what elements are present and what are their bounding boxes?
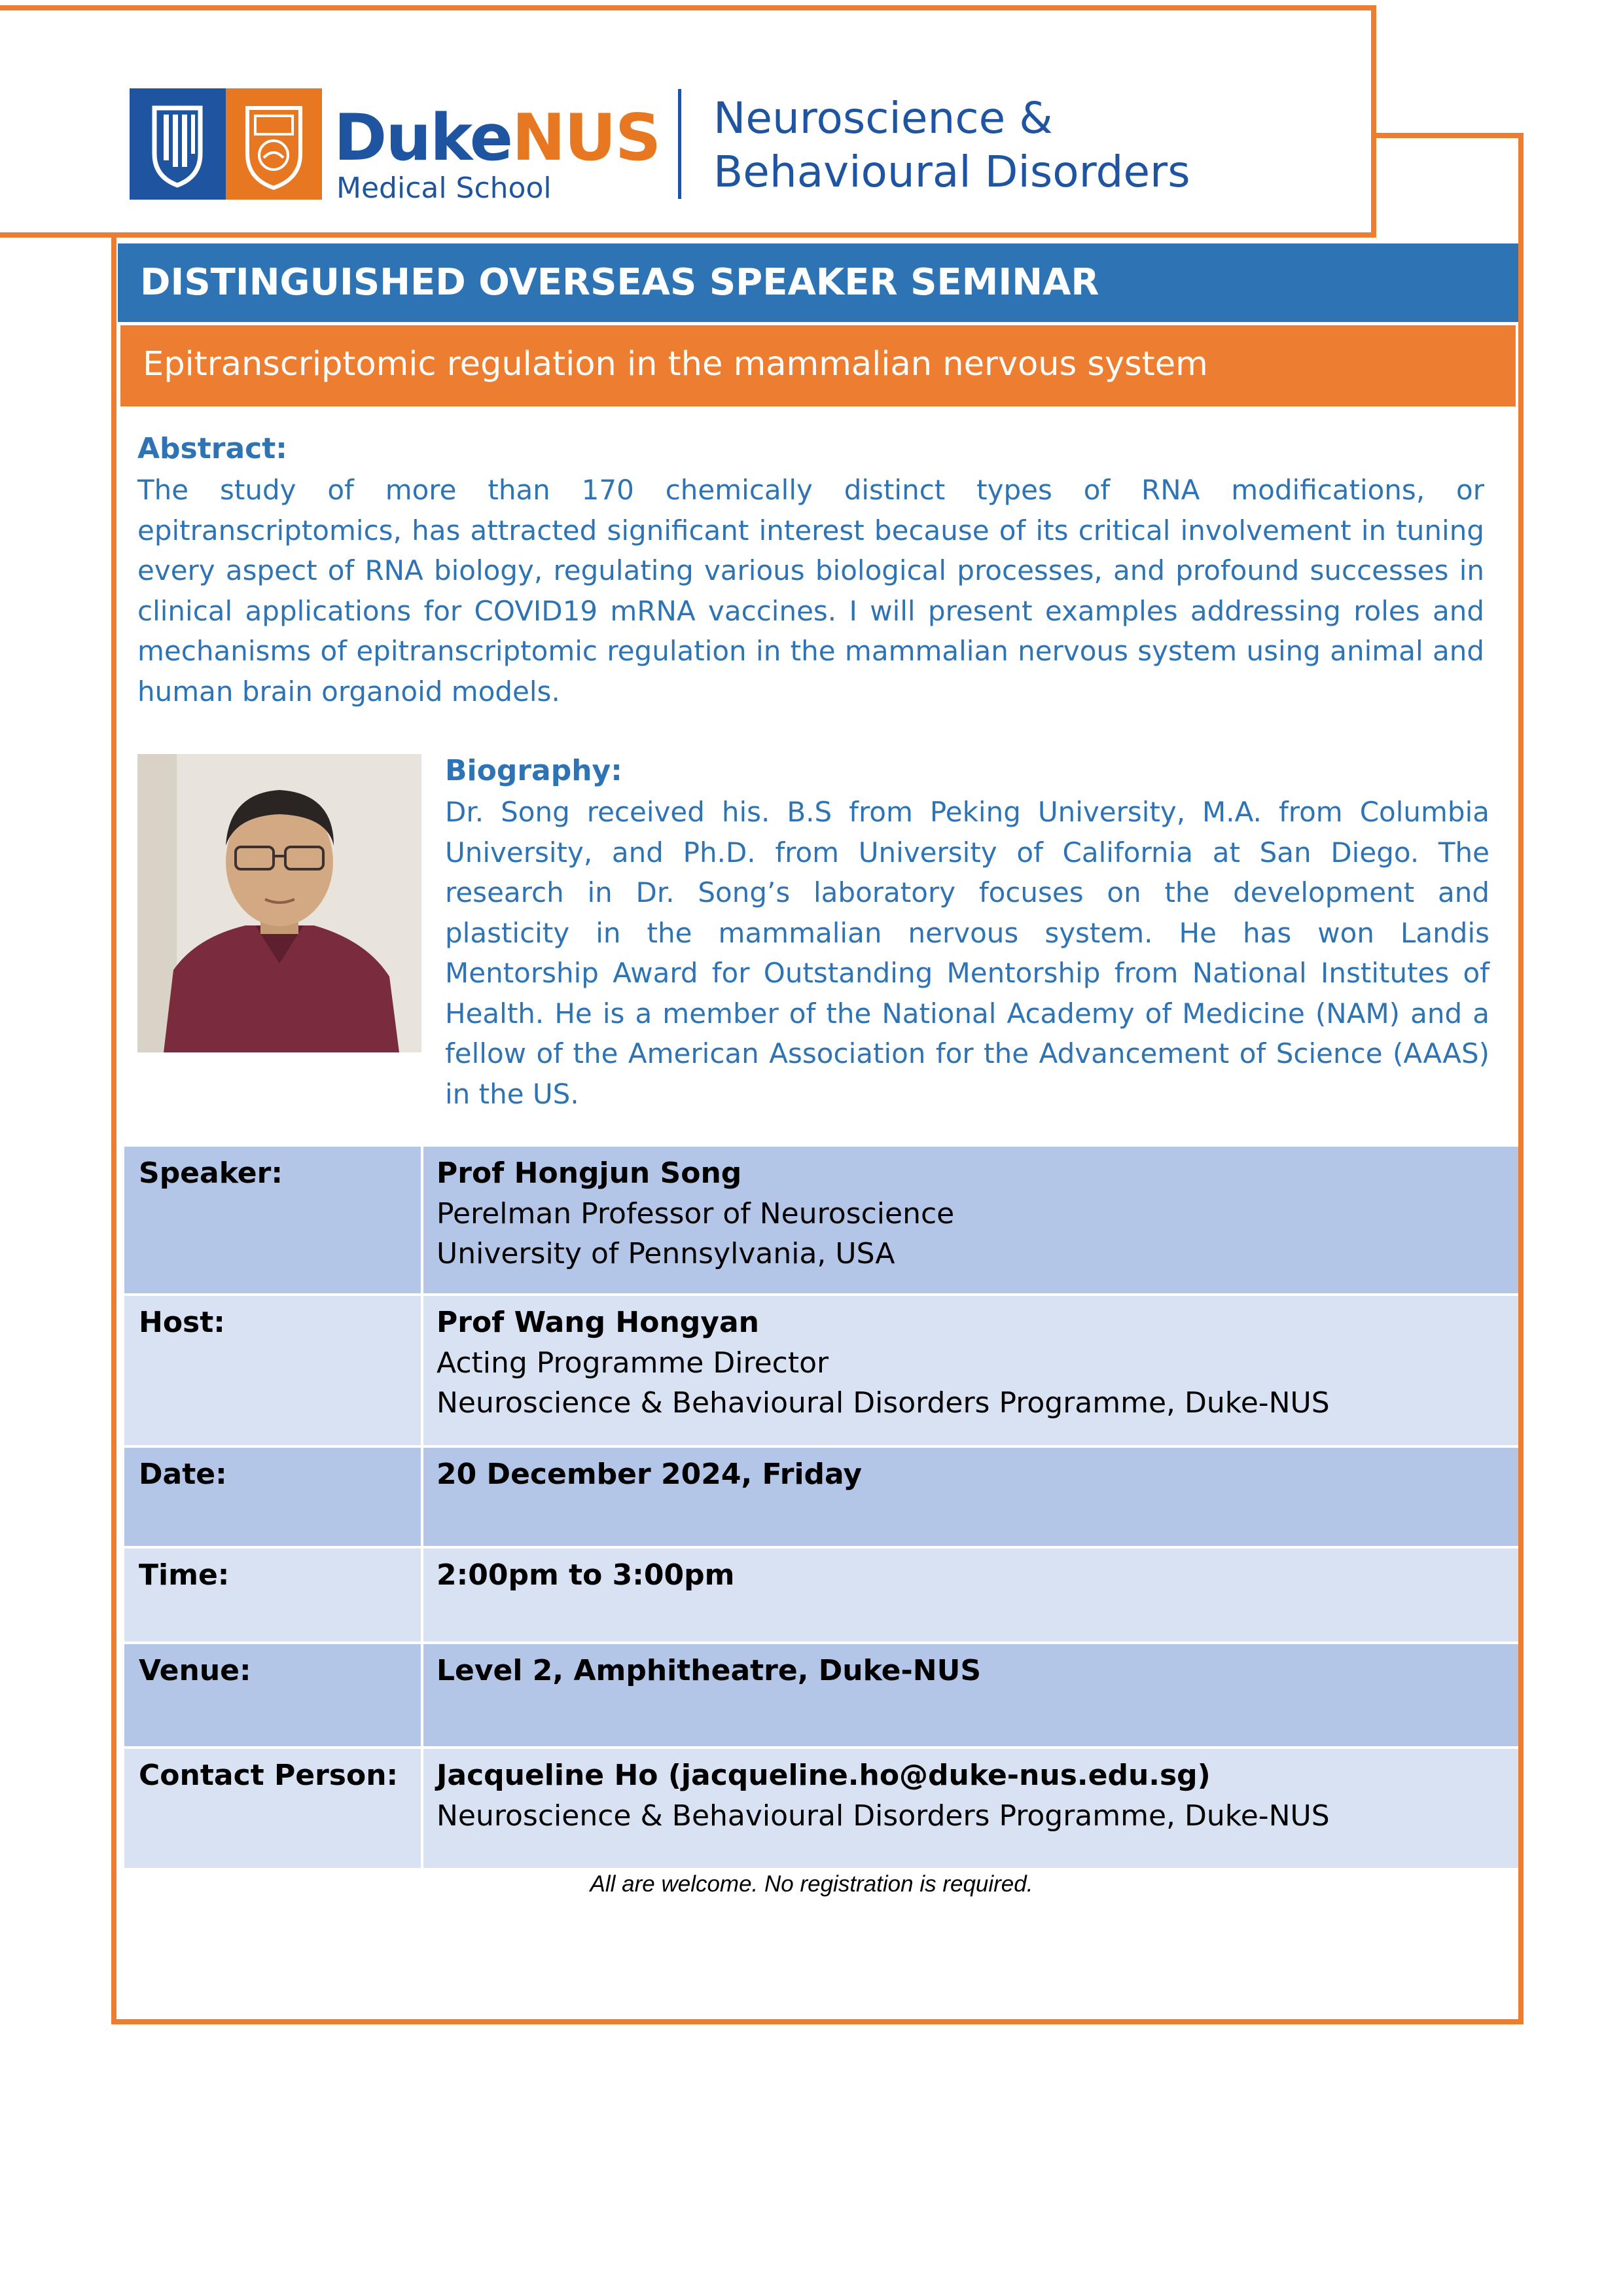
programme-title-line-2: Behavioural Disorders xyxy=(713,147,1190,197)
speaker-position: Perelman Professor of Neuroscience xyxy=(437,1196,955,1230)
speaker-photo xyxy=(137,754,421,1052)
speaker-name: Prof Hongjun Song xyxy=(437,1157,742,1190)
speaker-value xyxy=(422,1147,1518,1295)
logo-word-nus: NUS xyxy=(512,101,660,175)
speaker-label: Speaker: xyxy=(124,1147,422,1295)
host-programme: Neuroscience & Behavioural Disorders Programme, Duke-NUS xyxy=(437,1386,1330,1420)
speaker-institution: University of Pennsylvania, USA xyxy=(437,1237,895,1270)
footer-note: All are welcome. No registration is required. xyxy=(590,1871,1033,1897)
seminar-details-table xyxy=(124,1147,1518,1871)
time-label: Time: xyxy=(124,1547,422,1643)
table-row-date xyxy=(124,1446,1518,1547)
programme-title xyxy=(713,92,1190,199)
abstract-text: The study of more than 170 chemically distinct types of RNA modifications, or epitranscriptomics, has attracted significant interest because of its critical involvement in tuning every aspect of RNA biology, regulating various biological processes, and profound successes in clinical applications for COVID19 mRNA vaccines. I will present examples addressing roles and mechanisms of epitranscriptomic regulation in the mammalian nervous system using animal and human brain organoid models. xyxy=(137,474,1484,708)
contact-value xyxy=(422,1748,1518,1869)
abstract-heading: Abstract: xyxy=(137,432,287,465)
biography-heading: Biography: xyxy=(445,754,622,787)
host-name: Prof Wang Hongyan xyxy=(437,1306,760,1339)
biography-text: Dr. Song received his. B.S from Peking University, M.A. from Columbia University, and Ph.D. from University of California at San Diego. The research in Dr. Song’s laboratory focuses on the development and plasticity in the mammalian nervous system. He has won Landis Mentorship Award for Outstanding Mentorship from National Institutes of Health. He is a member of the National Academy of Medicine (NAM) and a fellow of the American Association for the Advancement of Science (AAAS) in the US. xyxy=(445,796,1489,1110)
table-row-speaker xyxy=(124,1147,1518,1295)
time-value: 2:00pm to 3:00pm xyxy=(422,1547,1518,1643)
seminar-type-banner: DISTINGUISHED OVERSEAS SPEAKER SEMINAR xyxy=(118,243,1518,322)
host-position: Acting Programme Director xyxy=(437,1346,829,1380)
date-value: 20 December 2024, Friday xyxy=(422,1446,1518,1547)
table-row-venue xyxy=(124,1643,1518,1748)
logo-subtitle: Medical School xyxy=(336,171,552,205)
table-row-host xyxy=(124,1295,1518,1446)
logo-wordmark xyxy=(334,101,660,175)
table-row-contact xyxy=(124,1748,1518,1869)
nus-crest-icon xyxy=(226,88,322,200)
venue-label: Venue: xyxy=(124,1643,422,1748)
table-row-time xyxy=(124,1547,1518,1643)
venue-value: Level 2, Amphitheatre, Duke-NUS xyxy=(422,1643,1518,1748)
logo-divider xyxy=(678,89,681,199)
contact-programme: Neuroscience & Behavioural Disorders Programme, Duke-NUS xyxy=(437,1799,1330,1833)
contact-label: Contact Person: xyxy=(124,1748,422,1869)
seminar-title-banner: Epitranscriptomic regulation in the mammalian nervous system xyxy=(118,325,1518,406)
date-label: Date: xyxy=(124,1446,422,1547)
duke-shield-icon xyxy=(130,88,226,200)
logo-word-duke: Duke xyxy=(334,101,512,175)
programme-title-line-1: Neuroscience & xyxy=(713,93,1053,143)
host-label: Host: xyxy=(124,1295,422,1446)
host-value xyxy=(422,1295,1518,1446)
contact-name: Jacqueline Ho (jacqueline.ho@duke-nus.edu.sg) xyxy=(437,1759,1211,1792)
